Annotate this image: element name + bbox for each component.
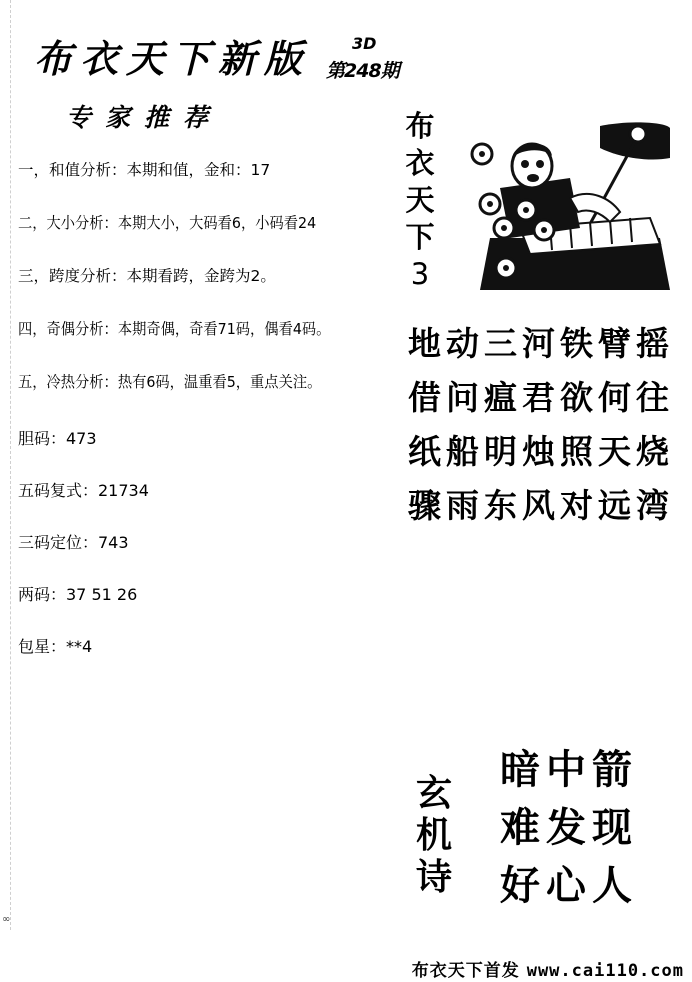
- xuanji-line: 难发现: [500, 804, 638, 851]
- analysis-item: 五，冷热分析：热有6码，温重看5，重点关注。: [18, 373, 322, 391]
- poem-line: 骤雨东风对远湾: [408, 486, 674, 525]
- analysis-item: 二，大小分析：本期大小，大码看6，小码看24: [18, 214, 317, 232]
- side-title: [402, 108, 438, 293]
- side-title-char: 布: [405, 109, 435, 143]
- analysis-item: 三，跨度分析：本期看跨，金跨为2。: [18, 267, 276, 285]
- page-edge-line: [10, 0, 11, 930]
- side-title-char: 天: [405, 183, 435, 217]
- lottery-label: 3D: [352, 34, 377, 53]
- xuanji-label-char: 诗: [415, 856, 452, 898]
- xuanji-label-char: 机: [415, 814, 452, 856]
- footer: [412, 956, 684, 981]
- page-title: 布衣天下新版: [34, 36, 311, 81]
- code-list: [18, 426, 149, 686]
- xuanji-label-char: 玄: [415, 772, 452, 814]
- code-item: 胆码：473: [18, 429, 97, 448]
- page-subtitle: 专家推荐: [66, 103, 223, 132]
- code-item: 两码：37 51 26: [18, 585, 138, 604]
- edge-mark: ∞: [2, 914, 11, 925]
- poem: [408, 318, 674, 534]
- side-title-char: 下: [405, 220, 435, 254]
- poem-line: 借问瘟君欲何往: [408, 378, 674, 417]
- xuanji-label: [414, 772, 454, 898]
- poem-line: 地动三河铁臂摇: [408, 324, 674, 363]
- xuanji-line: 暗中箭: [500, 746, 638, 793]
- footer-site-name: 布衣天下首发: [411, 961, 520, 981]
- xuanji-poem: [500, 738, 638, 912]
- code-item: 五码复式：21734: [18, 481, 149, 500]
- side-title-char: 3: [410, 257, 430, 291]
- footer-url-link[interactable]: www.cai110.com: [526, 961, 684, 981]
- issue-number: 第248期: [326, 60, 399, 82]
- code-item: 包星：**4: [18, 637, 93, 656]
- cartoon-man-at-piano-icon: [460, 118, 672, 290]
- analysis-item: 四，奇偶分析：本期奇偶，奇看71码，偶看4码。: [18, 320, 331, 338]
- analysis-list: [18, 158, 331, 423]
- analysis-item: 一，和值分析：本期和值，金和：17: [18, 161, 271, 179]
- side-title-char: 衣: [405, 146, 435, 180]
- code-item: 三码定位：743: [18, 533, 129, 552]
- xuanji-line: 好心人: [500, 862, 638, 909]
- poem-line: 纸船明烛照天烧: [408, 432, 674, 471]
